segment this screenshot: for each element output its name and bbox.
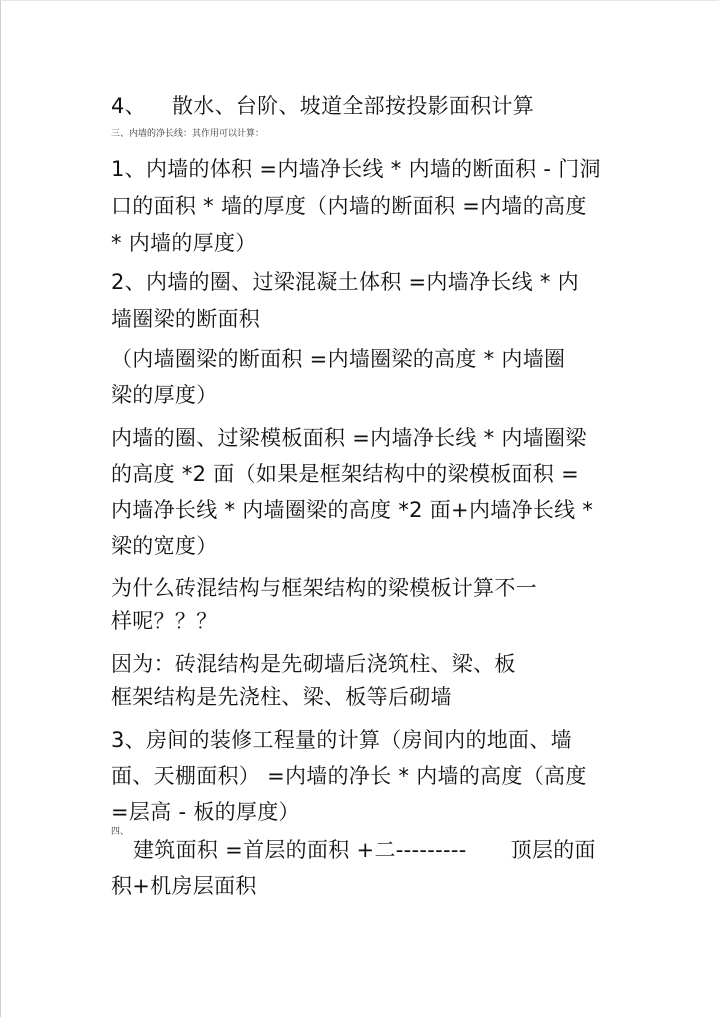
building-area-part-2: 顶层的面 [510,838,596,862]
heading-4 [111,92,534,120]
question-line-1: 为什么砖混结构与框架结构的梁模板计算不一 [111,576,537,600]
item-2-line-3: （内墙圈梁的断面积 =内墙圈梁的高度 * 内墙圈 [111,347,566,371]
building-area-line-2: 积+机房层面积 [111,874,257,898]
building-area-line-1 [133,836,596,864]
formwork-line-3: 内墙净长线 * 内墙圈梁的高度 *2 面+内墙净长线 * [111,498,594,522]
answer-line-2: 框架结构是先浇柱、梁、板等后砌墙 [111,685,452,709]
item-2-line-2: 墙圈梁的断面积 [111,307,261,331]
item-3-line-2: 面、天棚面积） =内墙的净长 * 内墙的高度（高度 [111,764,587,788]
formwork-line-1: 内墙的圈、过梁模板面积 =内墙净长线 * 内墙圈梁 [111,426,587,450]
item-3-line-3: =层高 - 板的厚度） [111,800,300,824]
formwork-line-4: 梁的宽度） [111,534,218,558]
item-1-line-3: * 内墙的厚度） [111,231,257,255]
building-area-part-1: 建筑面积 =首层的面积 +二--------- [133,838,467,862]
heading-4-number: 4、 [111,94,146,118]
heading-4-text: 散水、台阶、坡道全部按投影面积计算 [171,94,535,118]
item-1-line-1: 1、内墙的体积 =内墙净长线 * 内墙的断面积 - 门洞 [111,157,601,181]
section-3-note: 三、内墙的净长线：其作用可以计算： [111,129,265,139]
answer-line-1: 因为：砖混结构是先砌墙后浇筑柱、梁、板 [111,652,516,676]
item-1-line-2: 口的面积 * 墙的厚度（内墙的断面积 =内墙的高度 [111,194,587,218]
question-line-2: 样呢？？？ [111,609,218,633]
formwork-line-2: 的高度 *2 面（如果是框架结构中的梁模板面积 = [111,462,579,486]
item-2-line-1: 2、内墙的圈、过梁混凝土体积 =内墙净长线 * 内 [111,270,579,294]
item-3-line-1: 3、房间的装修工程量的计算（房间内的地面、墙 [111,728,572,752]
item-2-line-4: 梁的厚度） [111,383,218,407]
section-4-mark: 四、 [111,827,130,837]
